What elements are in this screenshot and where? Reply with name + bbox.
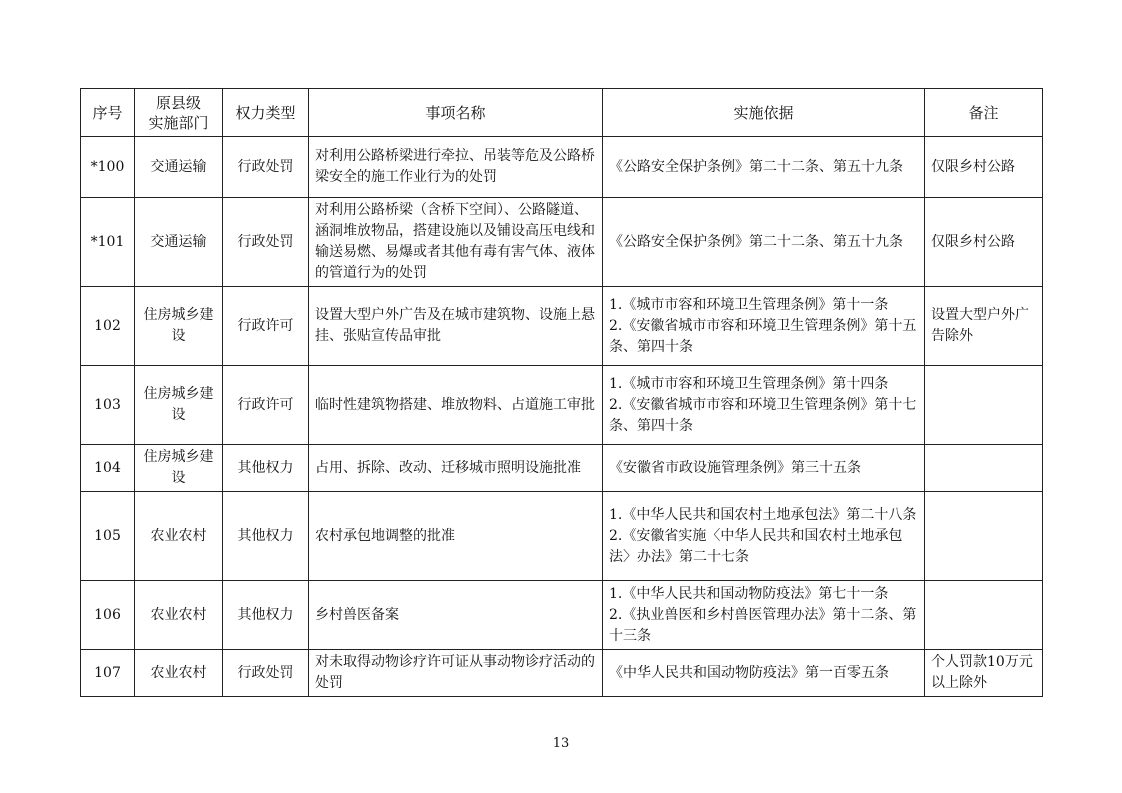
row-item: 对未取得动物诊疗许可证从事动物诊疗活动的处罚 (309, 650, 603, 697)
row-dept: 住房城乡建设 (135, 445, 223, 492)
row-basis (603, 581, 925, 650)
table-row (81, 581, 1043, 650)
row-type: 行政许可 (223, 287, 309, 366)
header-item: 事项名称 (309, 89, 603, 137)
table-row (81, 287, 1043, 366)
basis-line: 1.《城市市容和环境卫生管理条例》第十一条 (609, 296, 889, 313)
row-item: 临时性建筑物搭建、堆放物料、占道施工审批 (309, 366, 603, 445)
row-item: 农村承包地调整的批准 (309, 492, 603, 581)
header-note: 备注 (925, 89, 1043, 137)
basis-line: 《公路安全保护条例》第二十二条、第五十九条 (609, 158, 903, 175)
row-item: 设置大型户外广告及在城市建筑物、设施上悬挂、张贴宣传品审批 (309, 287, 603, 366)
table-row (81, 445, 1043, 492)
row-item: 对利用公路桥梁（含桥下空间）、公路隧道、涵洞堆放物品，搭建设施以及铺设高压电线和输送易燃、易爆或者其他有毒有害气体、液体的管道行为的处罚 (309, 198, 603, 287)
row-note (925, 445, 1043, 492)
row-type: 其他权力 (223, 492, 309, 581)
row-dept: 交通运输 (135, 198, 223, 287)
row-item: 占用、拆除、改动、迁移城市照明设施批准 (309, 445, 603, 492)
basis-line: 《中华人民共和国动物防疫法》第一百零五条 (609, 664, 889, 681)
row-seq: *101 (81, 198, 135, 287)
row-dept: 住房城乡建设 (135, 287, 223, 366)
row-seq: *100 (81, 137, 135, 198)
row-basis (603, 198, 925, 287)
table-row (81, 492, 1043, 581)
header-type: 权力类型 (223, 89, 309, 137)
basis-line: 1.《中华人民共和国动物防疫法》第七十一条 (609, 585, 889, 602)
header-seq: 序号 (81, 89, 135, 137)
row-note: 个人罚款10万元以上除外 (925, 650, 1043, 697)
row-seq: 107 (81, 650, 135, 697)
row-dept: 农业农村 (135, 650, 223, 697)
authority-table (80, 88, 1043, 697)
header-basis: 实施依据 (603, 89, 925, 137)
row-note: 设置大型户外广告除外 (925, 287, 1043, 366)
basis-line: 2.《安徽省城市市容和环境卫生管理条例》第十七条、第四十条 (609, 396, 917, 434)
row-type: 其他权力 (223, 445, 309, 492)
row-basis (603, 650, 925, 697)
basis-line: 《公路安全保护条例》第二十二条、第五十九条 (609, 233, 903, 250)
table-row (81, 650, 1043, 697)
header-dept (135, 89, 223, 137)
row-basis (603, 137, 925, 198)
row-seq: 106 (81, 581, 135, 650)
header-dept-line1: 原县级 (155, 93, 201, 112)
row-seq: 102 (81, 287, 135, 366)
row-basis (603, 492, 925, 581)
row-note (925, 581, 1043, 650)
header-dept-line2: 实施部门 (148, 113, 209, 132)
page-number: 13 (552, 736, 570, 751)
row-basis (603, 366, 925, 445)
basis-line: 2.《安徽省实施〈中华人民共和国农村土地承包法〉办法》第二十七条 (609, 527, 903, 565)
basis-line: 2.《安徽省城市市容和环境卫生管理条例》第十五条、第四十条 (609, 317, 917, 355)
row-note: 仅限乡村公路 (925, 137, 1043, 198)
row-seq: 105 (81, 492, 135, 581)
row-type: 其他权力 (223, 581, 309, 650)
basis-line: 《安徽省市政设施管理条例》第三十五条 (609, 459, 861, 476)
row-dept: 农业农村 (135, 581, 223, 650)
row-seq: 103 (81, 366, 135, 445)
row-type: 行政处罚 (223, 650, 309, 697)
table-row (81, 198, 1043, 287)
row-type: 行政许可 (223, 366, 309, 445)
row-dept: 住房城乡建设 (135, 366, 223, 445)
row-item: 对利用公路桥梁进行牵拉、吊装等危及公路桥梁安全的施工作业行为的处罚 (309, 137, 603, 198)
table-row (81, 137, 1043, 198)
header-row (81, 89, 1043, 137)
basis-line: 2.《执业兽医和乡村兽医管理办法》第十二条、第十三条 (609, 606, 917, 644)
table-row (81, 366, 1043, 445)
row-seq: 104 (81, 445, 135, 492)
basis-line: 1.《中华人民共和国农村土地承包法》第二十八条 (609, 506, 917, 523)
row-item: 乡村兽医备案 (309, 581, 603, 650)
row-basis (603, 445, 925, 492)
row-type: 行政处罚 (223, 137, 309, 198)
row-type: 行政处罚 (223, 198, 309, 287)
row-note (925, 492, 1043, 581)
basis-line: 1.《城市市容和环境卫生管理条例》第十四条 (609, 375, 889, 392)
row-note (925, 366, 1043, 445)
row-basis (603, 287, 925, 366)
table-body (81, 137, 1043, 697)
row-note: 仅限乡村公路 (925, 198, 1043, 287)
row-dept: 交通运输 (135, 137, 223, 198)
row-dept: 农业农村 (135, 492, 223, 581)
